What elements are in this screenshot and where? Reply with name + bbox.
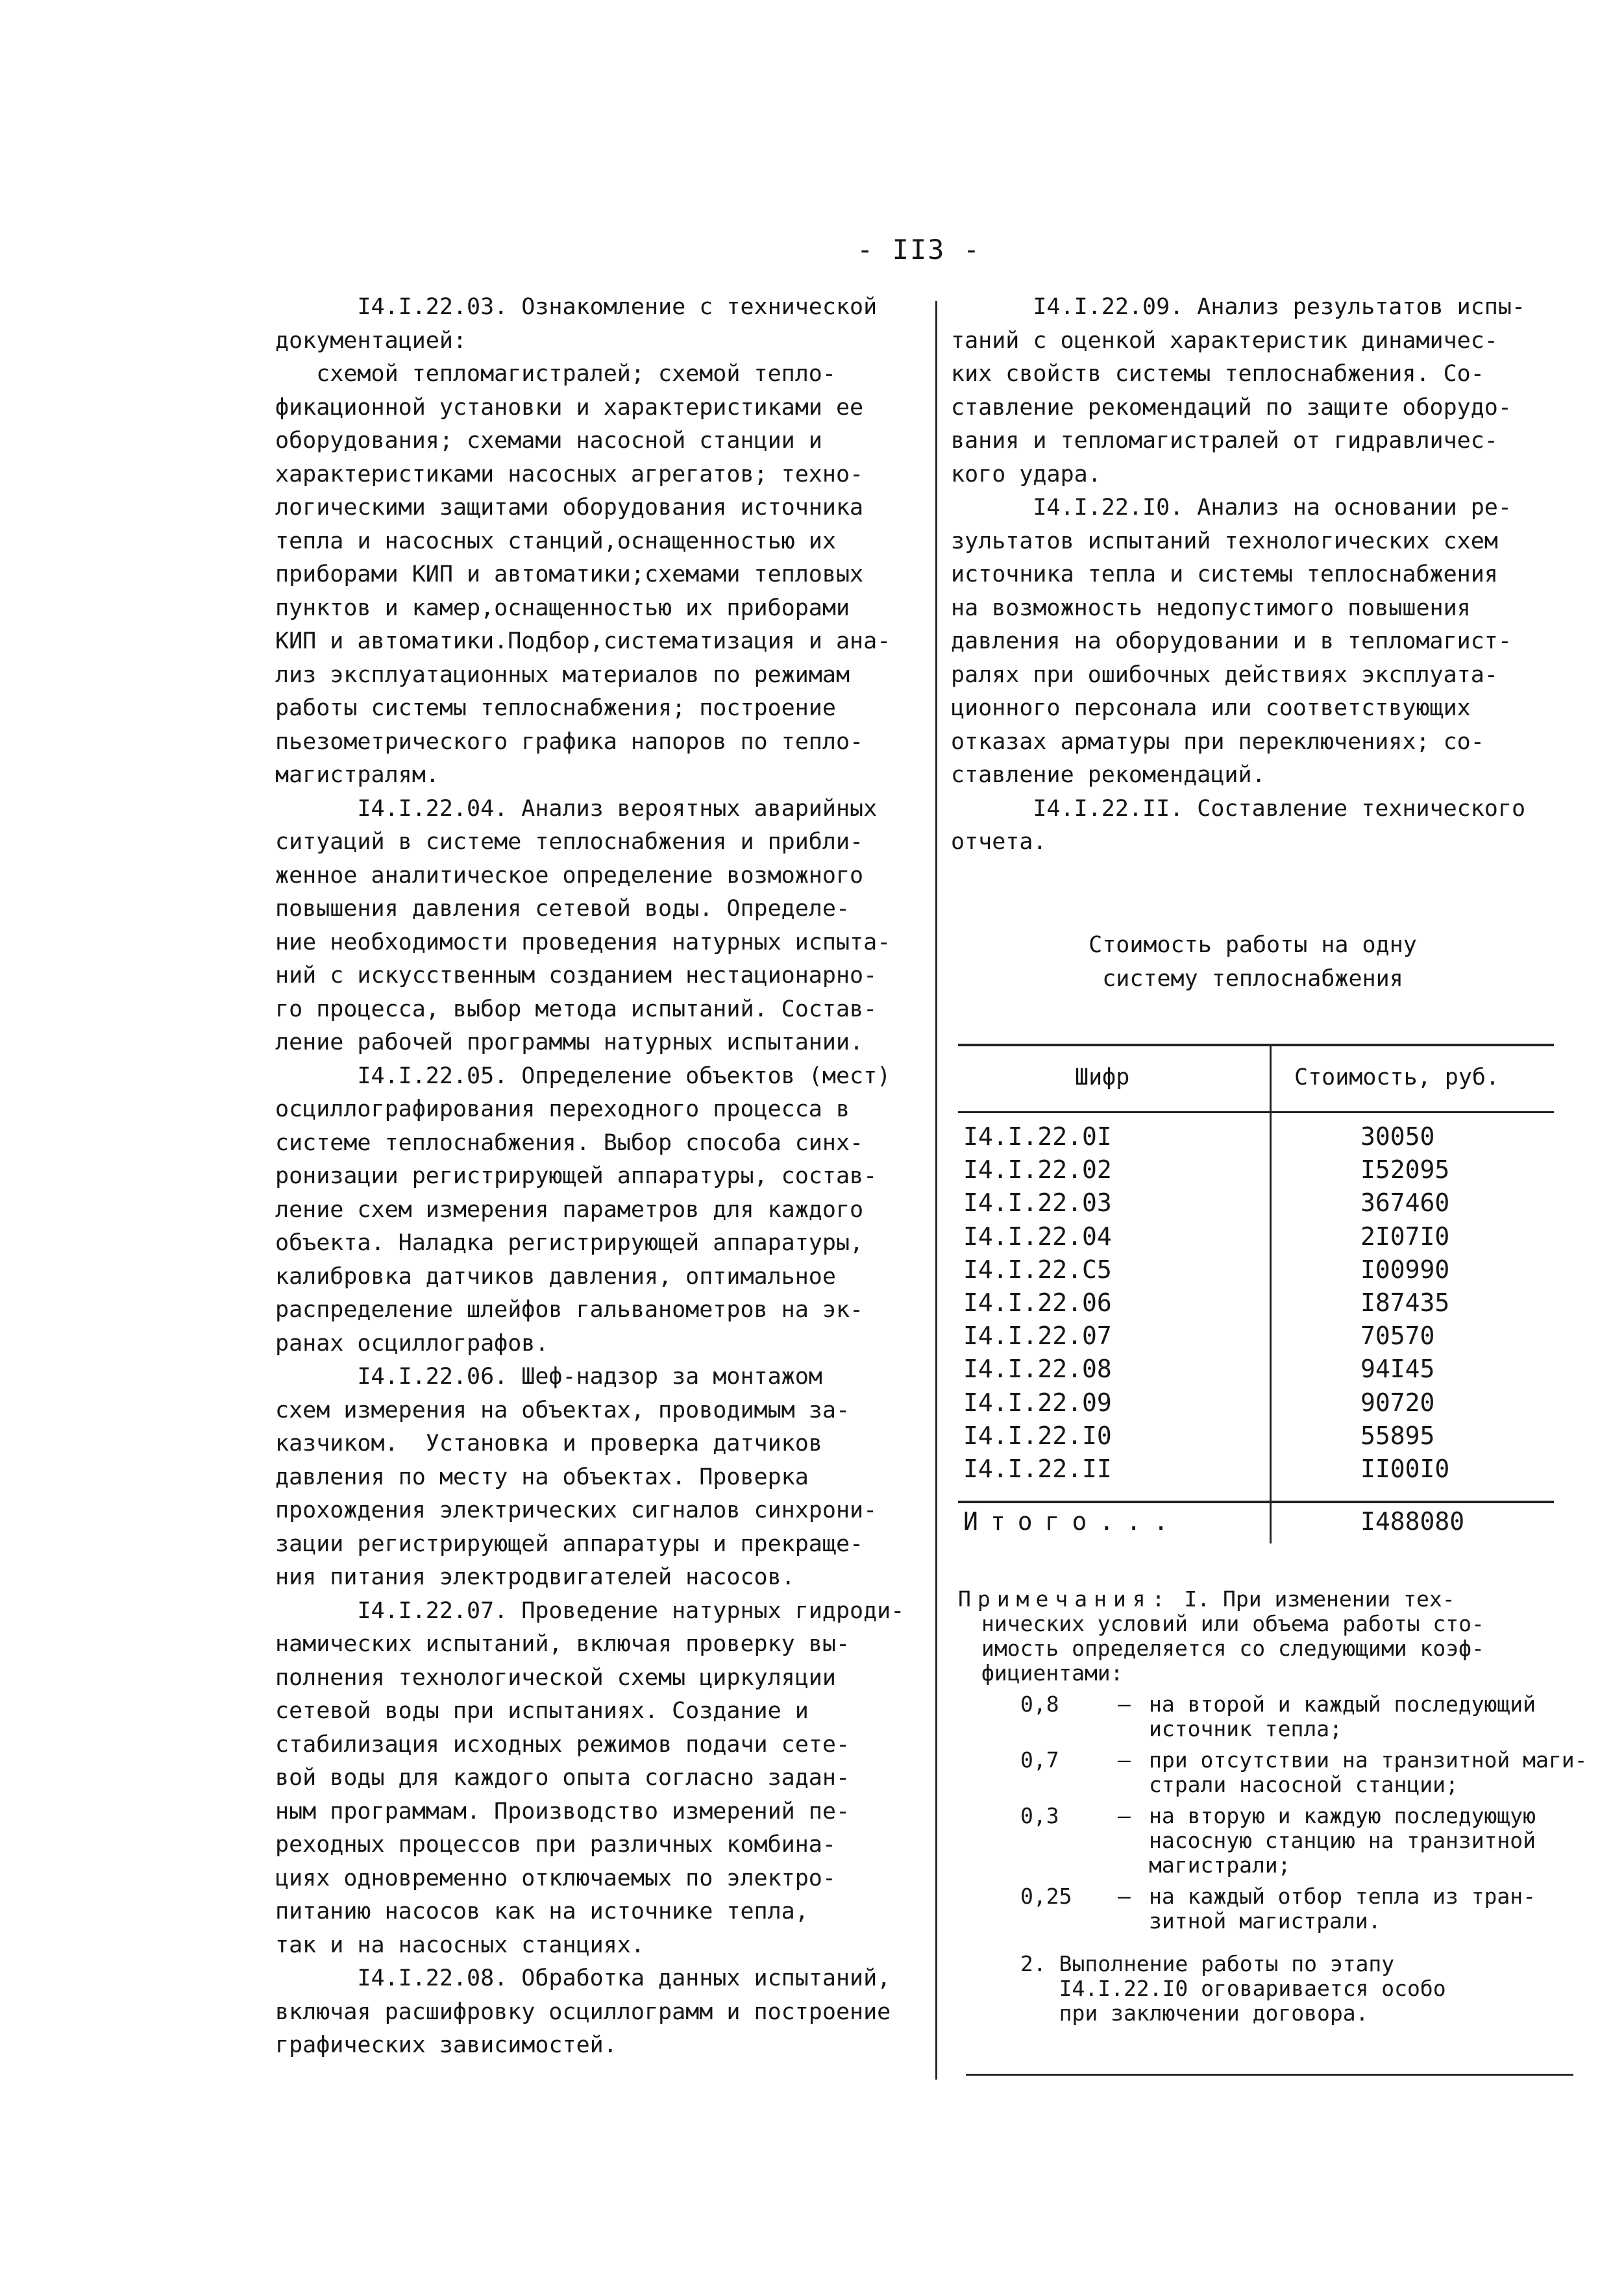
- cost-title-line-2: систему теплоснабжения: [1102, 966, 1403, 992]
- left-text-line: схемой тепломагистралей; схемой тепло-: [275, 361, 836, 387]
- left-text-line: пунктов и камер,оснащенностью их приборами: [275, 595, 850, 621]
- table-row-cost: I52095: [1360, 1155, 1450, 1185]
- right-text-line: таний с оценкой характеристик динамичес-: [951, 327, 1498, 354]
- note1-line-2: нических условий или объема работы сто-: [981, 1611, 1484, 1636]
- table-row-cost: I00990: [1360, 1255, 1450, 1284]
- total-rule: [958, 1501, 1554, 1503]
- coefficient-row: [1020, 1804, 1594, 1878]
- coefficient-list: [1020, 1692, 1594, 1934]
- left-text-line: давления по месту на объектах. Проверка: [275, 1464, 809, 1490]
- left-text-line: ний с искусственным созданием нестационарно-: [275, 963, 878, 989]
- left-text-line: I4.I.22.08. Обработка данных испытаний,: [275, 1965, 891, 1991]
- left-text-line: I4.I.22.06. Шеф-надзор за монтажом: [275, 1364, 822, 1390]
- right-text-line: отказах арматуры при переключениях; со-: [951, 728, 1484, 755]
- table-row-cost: II00I0: [1360, 1455, 1450, 1484]
- table-row-code: I4.I.22.II: [963, 1455, 1112, 1484]
- header-code: Шифр: [1075, 1064, 1130, 1090]
- note2-line-1: 2. Выполнение работы по этапу: [1020, 1951, 1395, 1976]
- note1-line-3: имость определяется со следующими коэф-: [981, 1636, 1484, 1661]
- left-text-line: вой воды для каждого опыта согласно задан-: [275, 1765, 850, 1791]
- left-text-line: тепла и насосных станций,оснащенностью их: [275, 528, 836, 554]
- right-text-line: кого удара.: [951, 461, 1101, 487]
- right-text-line: ких свойств системы теплоснабжения. Со-: [951, 361, 1484, 387]
- total-label: Итого...: [963, 1507, 1181, 1536]
- header-cost: Стоимость, руб.: [1294, 1064, 1500, 1090]
- left-text-line: лиз эксплуатационных материалов по режимам: [275, 661, 850, 688]
- left-text-line: графических зависимостей.: [275, 2032, 617, 2058]
- left-text-line: стабилизация исходных режимов подачи сете-: [275, 1731, 850, 1758]
- page-number: - II3 -: [857, 234, 981, 265]
- note1-line-1: I. При изменении тех-: [1184, 1586, 1455, 1612]
- left-text-line: ным программам. Производство измерений пе-: [275, 1798, 850, 1825]
- table-row-cost: 2I07I0: [1360, 1222, 1450, 1251]
- table-row-code: I4.I.22.I0: [963, 1421, 1112, 1450]
- right-text-line: источника тепла и системы теплоснабжения: [951, 561, 1498, 587]
- left-text-line: реходных процессов при различных комбина-: [275, 1832, 836, 1858]
- table-row-code: I4.I.22.04: [963, 1222, 1112, 1251]
- header-divider: [1270, 1044, 1272, 1111]
- note2-line-3: при заключении договора.: [1020, 2000, 1369, 2026]
- table-row-cost: I87435: [1360, 1288, 1450, 1318]
- table-row-cost: 70570: [1360, 1321, 1435, 1351]
- coefficient-value: 0,8: [1020, 1691, 1059, 1717]
- left-text-line: характеристиками насосных агрегатов; техно-: [275, 461, 864, 487]
- total-divider: [1270, 1501, 1272, 1543]
- total-value: I488080: [1360, 1507, 1465, 1536]
- code-column: [963, 1120, 1112, 1486]
- left-text-line: сетевой воды при испытаниях. Создание и: [275, 1698, 809, 1724]
- left-text-line: прохождения электрических сигналов синхрони-: [275, 1497, 878, 1523]
- cost-title-line-1: Стоимость работы на одну: [1089, 932, 1417, 958]
- right-text-line: давления на оборудовании и в тепломагист-: [951, 628, 1512, 654]
- coefficient-value: 0,7: [1020, 1747, 1059, 1773]
- left-text-line: ния питания электродвигателей насосов.: [275, 1564, 795, 1590]
- left-text-line: полнения технологической схемы циркуляции: [275, 1664, 836, 1691]
- left-text-line: калибровка датчиков давления, оптимальное: [275, 1263, 836, 1290]
- left-text-line: КИП и автоматики.Подбор,систематизация и ана-: [275, 628, 891, 654]
- cost-table-title: [954, 928, 1551, 996]
- left-text-line: I4.I.22.04. Анализ вероятных аварийных: [275, 795, 878, 822]
- left-text-line: схем измерения на объектах, проводимым за-: [275, 1397, 850, 1423]
- left-text-line: ление рабочей программы натурных испытании.: [275, 1029, 864, 1055]
- coefficient-dash: –: [1118, 1747, 1131, 1773]
- coefficient-dash: –: [1118, 1691, 1131, 1717]
- left-text-line: ронизации регистрирующей аппаратуры, состав-: [275, 1163, 878, 1189]
- left-text-line: системе теплоснабжения. Выбор способа синх-: [275, 1129, 864, 1156]
- body-divider: [1270, 1111, 1272, 1501]
- left-text-line: I4.I.22.05. Определение объектов (мест): [275, 1063, 891, 1089]
- cost-column: [1360, 1120, 1449, 1486]
- left-text-line: I4.I.22.07. Проведение натурных гидроди-: [275, 1597, 905, 1624]
- left-text-line: распределение шлейфов гальванометров на эк-: [275, 1297, 864, 1323]
- note-2: [1020, 1952, 1594, 2026]
- column-divider: [935, 301, 937, 2080]
- right-text-line: вания и тепломагистралей от гидравличес-: [951, 428, 1498, 454]
- left-text-line: ситуаций в системе теплоснабжения и прибли-: [275, 829, 864, 855]
- left-text-line: зации регистрирующей аппаратуры и прекраще-: [275, 1530, 864, 1557]
- left-text-line: го процесса, выбор метода испытаний. Состав-: [275, 996, 878, 1022]
- coefficient-text: при отсутствии на транзитной маги-страли насосной станции;: [1149, 1747, 1588, 1797]
- coefficient-row: [1020, 1692, 1594, 1741]
- right-text-line: ставление рекомендаций.: [951, 762, 1266, 788]
- left-text-line: казчиком. Установка и проверка датчиков: [275, 1431, 822, 1456]
- left-text-line: I4.I.22.03. Ознакомление с технической: [275, 294, 878, 320]
- right-text-line: I4.I.22.09. Анализ результатов испы-: [951, 294, 1526, 320]
- table-row-code: I4.I.22.02: [963, 1155, 1112, 1185]
- coefficient-value: 0,3: [1020, 1803, 1059, 1828]
- left-text-line: ранах осциллографов.: [275, 1330, 549, 1357]
- left-text-line: объекта. Наладка регистрирующей аппаратуры,: [275, 1230, 864, 1256]
- coefficient-dash: –: [1118, 1803, 1131, 1828]
- table-top-rule: [958, 1044, 1554, 1046]
- table-row-code: I4.I.22.09: [963, 1388, 1112, 1417]
- left-text-line: работы системы теплоснабжения; построение: [275, 695, 836, 721]
- right-text-line: зультатов испытаний технологических схем: [951, 528, 1498, 554]
- header-bottom-rule: [958, 1111, 1554, 1113]
- right-text-line: I4.I.22.II. Составление технического: [951, 795, 1526, 822]
- left-text-line: включая расшифровку осциллограмм и построение: [275, 1998, 891, 2025]
- note1-line-4: фициентами:: [981, 1660, 1124, 1686]
- right-text-line: отчета.: [951, 829, 1047, 855]
- right-text-line: ционного персонала или соответствующих: [951, 695, 1471, 721]
- notes: [958, 1587, 1594, 2026]
- left-text-line: фикационной установки и характеристиками ее: [275, 394, 864, 421]
- coefficient-value: 0,25: [1020, 1884, 1072, 1909]
- left-text-line: намических испытаний, включая проверку вы-: [275, 1631, 850, 1657]
- table-row-cost: 30050: [1360, 1122, 1435, 1151]
- table-row-code: I4.I.22.07: [963, 1321, 1112, 1351]
- left-text-line: осциллографирования переходного процесса в: [275, 1096, 850, 1122]
- left-text-line: логическими защитами оборудования источника: [275, 495, 864, 521]
- right-column: [951, 291, 1593, 859]
- table-row-cost: 367460: [1360, 1188, 1450, 1218]
- coefficient-text: на каждый отбор тепла из тран-зитной магистрали.: [1149, 1884, 1536, 1934]
- coefficient-text: на второй и каждый последующий источник тепла;: [1149, 1691, 1536, 1741]
- table-row-cost: 55895: [1360, 1421, 1435, 1450]
- bottom-rule: [966, 2074, 1573, 2076]
- left-text-line: питанию насосов как на источнике тепла,: [275, 1899, 809, 1924]
- left-text-line: повышения давления сетевой воды. Определе-: [275, 896, 850, 922]
- left-text-line: документацией:: [275, 327, 467, 354]
- left-text-line: пьезометрического графика напоров по тепло-: [275, 728, 864, 755]
- table-row-cost: 94I45: [1360, 1355, 1435, 1384]
- table-row-code: I4.I.22.06: [963, 1288, 1112, 1318]
- left-text-line: циях одновременно отключаемых по электро-: [275, 1865, 836, 1891]
- right-text-line: на возможность недопустимого повышения: [951, 595, 1471, 621]
- table-row-code: I4.I.22.C5: [963, 1255, 1112, 1284]
- coefficient-row: [1020, 1748, 1594, 1797]
- left-text-line: так и на насосных станциях.: [275, 1932, 645, 1958]
- left-text-line: приборами КИП и автоматики;схемами тепловых: [275, 561, 864, 587]
- table-row-code: I4.I.22.08: [963, 1355, 1112, 1384]
- right-text-line: I4.I.22.I0. Анализ на основании ре-: [951, 495, 1512, 521]
- coefficient-text: на вторую и каждую последующую насосную станцию на транзитной магистрали;: [1149, 1803, 1536, 1878]
- left-text-line: магистралям.: [275, 762, 439, 788]
- coefficient-row: [1020, 1884, 1594, 1934]
- left-text-line: ление схем измерения параметров для каждого: [275, 1196, 864, 1223]
- left-column: [275, 291, 918, 2063]
- left-text-line: женное аналитическое определение возможного: [275, 862, 864, 889]
- coefficient-dash: –: [1118, 1884, 1131, 1909]
- left-text-line: оборудования; схемами насосной станции и: [275, 428, 822, 454]
- right-text-line: ставление рекомендаций по защите оборудо-: [951, 394, 1512, 421]
- table-row-code: I4.I.22.0I: [963, 1122, 1112, 1151]
- left-text-line: ние необходимости проведения натурных испыта-: [275, 929, 891, 955]
- right-text-line: ралях при ошибочных действиях эксплуата-: [951, 661, 1498, 688]
- table-row-code: I4.I.22.03: [963, 1188, 1112, 1218]
- table-row-cost: 90720: [1360, 1388, 1435, 1417]
- notes-heading: Примечания:: [958, 1586, 1172, 1612]
- note2-line-2: I4.I.22.I0 оговаривается особо: [1020, 1976, 1446, 2001]
